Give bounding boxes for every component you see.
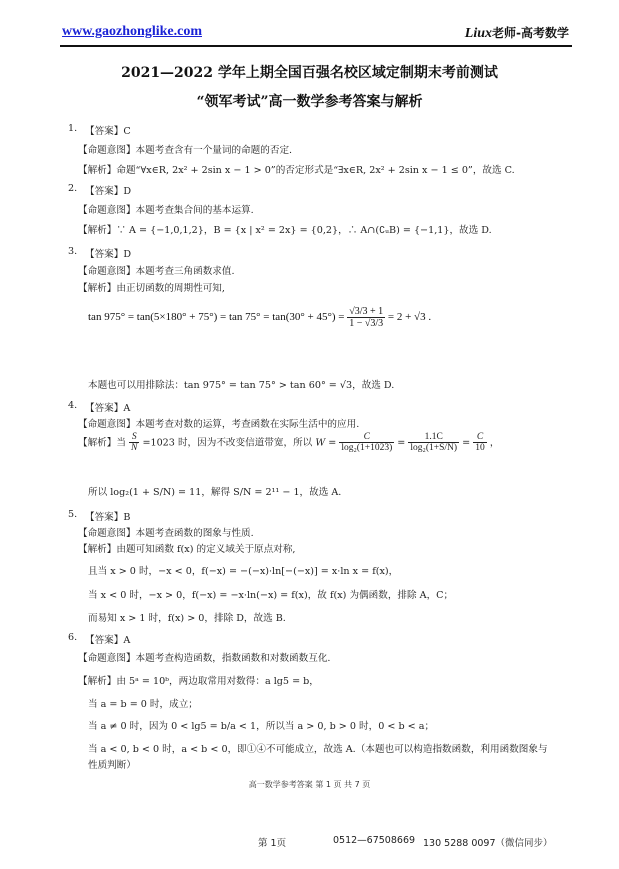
q4-c-den: log₂(1+1023): [341, 443, 393, 454]
q3-intent: 【命题意图】本题考查三角函数求值.: [78, 266, 235, 277]
q4-c3-num: C: [473, 432, 487, 443]
q6-case1: 当 a = b = 0 时，成立；: [88, 699, 198, 710]
q4-sn-num: S: [129, 432, 139, 443]
q3-frac-num: √3/3 + 1: [349, 306, 384, 317]
q4-analysis-lead: 【解析】当: [78, 437, 126, 449]
q2-number: 2.: [68, 183, 78, 194]
q4-sn-den: N: [131, 443, 138, 454]
q2-intent: 【命题意图】本题考查集合间的基本运算.: [78, 205, 254, 216]
website-link[interactable]: www.gaozhonglike.com: [62, 24, 202, 39]
q4-eq1: =: [397, 437, 406, 449]
q6-number: 6.: [68, 632, 78, 643]
q5-step1: 且当 x > 0 时，−x < 0，f(−x) = −(−x)·ln[−(−x)] = x·ln x = f(x)，: [88, 566, 399, 577]
q6-case3-cont: 性质判断）: [88, 760, 136, 771]
q4-number: 4.: [68, 400, 78, 411]
brand-text: 老师-高考数学: [492, 26, 569, 40]
q6-answer: 【答案】A: [85, 635, 131, 646]
q3-answer: 【答案】D: [85, 249, 132, 260]
q4-answer: 【答案】A: [85, 403, 131, 414]
q6-analysis: 【解析】由 5ᵃ = 10ᵇ，两边取常用对数得：a lg5 = b，: [78, 676, 319, 687]
bottom-mobile: 130 5288 0097（微信同步）: [423, 838, 553, 849]
q4-sn-fraction: [129, 432, 139, 454]
q3-formula: [88, 306, 431, 329]
q2-analysis: 【解析】∵ A = {−1,0,1,2}，B = {x | x² = 2x} = {0,2}，∴ A∩(∁ᵤB) = {−1,1}，故选 D.: [78, 225, 492, 236]
q4-c3-fraction: [473, 432, 487, 454]
exam-subtitle: “领军考试”高一数学参考答案与解析: [196, 94, 423, 110]
page-footer: 高一数学参考答案 第 1 页 共 7 页: [248, 780, 371, 789]
q3-formula-right: = 2 + √3 .: [387, 311, 432, 324]
q4-intent: 【命题意图】本题考查对数的运算，考查函数在实际生活中的应用.: [78, 419, 360, 430]
q4-conclusion: 所以 log₂(1 + S/N) = 11，解得 S/N = 2¹¹ − 1，故选 A.: [88, 487, 342, 498]
q4-tail: ，: [489, 437, 500, 449]
q4-c-fraction: [339, 432, 394, 454]
bottom-phone: 0512—67508669: [333, 835, 416, 846]
q5-step3: 而易知 x > 1 时，f(x) > 0，排除 D，故选 B.: [88, 613, 286, 624]
q1-analysis: 【解析】命题“∀x∈R, 2x² + 2sin x − 1 > 0”的否定形式是“∃x∈R, 2x² + 2sin x − 1 ≤ 0”，故选 C.: [78, 165, 515, 176]
q6-case3: 当 a < 0, b < 0 时，a < b < 0，即①④不可能成立，故选 A.（本题也可以构造指数函数，利用函数图象与: [88, 744, 548, 755]
header-rule: [60, 45, 572, 47]
q5-step2: 当 x < 0 时，−x > 0，f(−x) = −x·ln(−x) = f(x)，故 f(x) 为偶函数，排除 A，C；: [88, 590, 454, 601]
q4-eq2: =: [462, 437, 471, 449]
q3-formula-left: tan 975° = tan(5×180° + 75°) = tan 75° = tan(30° + 45°) =: [88, 311, 345, 324]
brand-script: Liux: [464, 26, 493, 41]
q3-alt-method: 本题也可以用排除法：tan 975° = tan 75° > tan 60° = √3，故选 D.: [88, 380, 395, 391]
q4-c2-num: 1.1C: [408, 432, 459, 443]
q4-analysis-mid: =1023 时，因为不改变信道带宽，所以: [142, 437, 313, 449]
q3-number: 3.: [68, 246, 78, 257]
q5-answer: 【答案】B: [85, 512, 131, 523]
q1-answer: 【答案】C: [85, 126, 131, 137]
q6-case2: 当 a ≠ 0 时，因为 0 < lg5 = b/a < 1，所以当 a > 0, b > 0 时，0 < b < a；: [88, 721, 435, 732]
q5-number: 5.: [68, 509, 78, 520]
q5-intent: 【命题意图】本题考查函数的图象与性质.: [78, 528, 254, 539]
q4-c-num: C: [339, 432, 394, 443]
q4-w-label: W =: [315, 437, 337, 449]
exam-title: 2021—2022 学年上期全国百强名校区域定制期末考前测试: [121, 65, 498, 81]
q6-intent: 【命题意图】本题考查构造函数，指数函数和对数函数互化.: [78, 653, 331, 664]
q3-frac-den: 1 − √3/3: [349, 318, 384, 329]
q4-c3-den: 10: [475, 443, 485, 454]
q4-c2-fraction: [408, 432, 459, 454]
q2-answer: 【答案】D: [85, 186, 132, 197]
bottom-page-number: 第 1页: [258, 838, 287, 849]
q5-analysis: 【解析】由题可知函数 f(x) 的定义域关于原点对称,: [78, 544, 296, 555]
q1-number: 1.: [68, 123, 78, 134]
brand-label: [465, 24, 569, 42]
q4-c2-den: log₂(1+S/N): [410, 443, 458, 454]
q3-fraction: [347, 306, 385, 329]
q1-intent: 【命题意图】本题考查含有一个量词的命题的否定.: [78, 145, 293, 156]
q3-analysis: 【解析】由正切函数的周期性可知,: [78, 283, 225, 294]
q4-analysis: [78, 432, 499, 454]
